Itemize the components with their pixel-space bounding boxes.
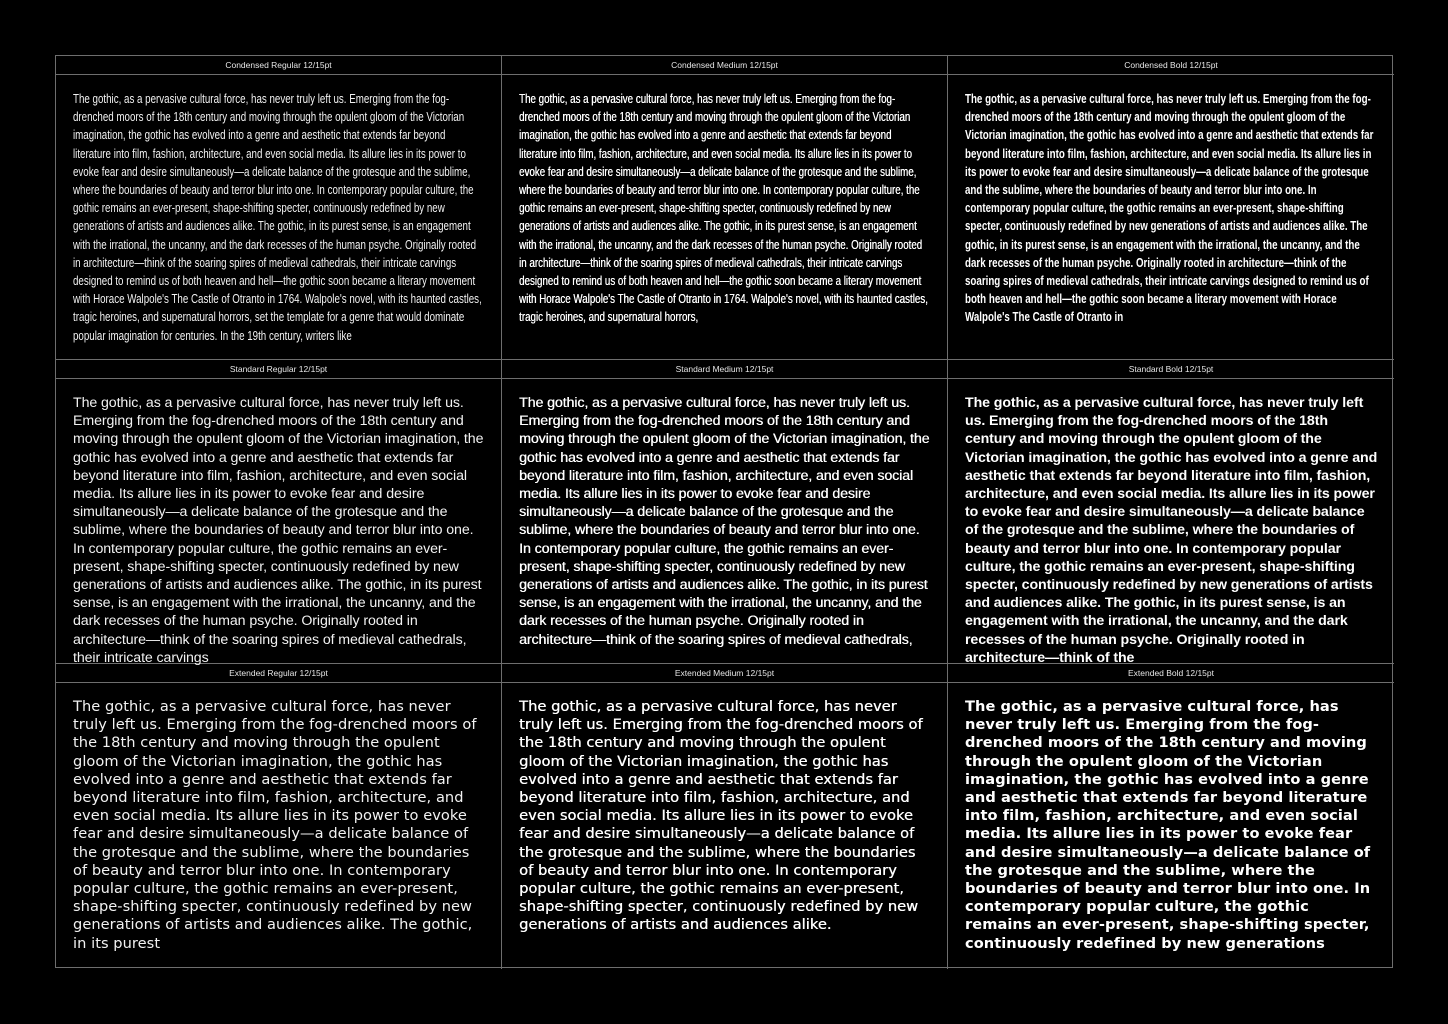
- specimen-text: [73, 90, 485, 342]
- cell-label: Extended Medium 12/15pt: [502, 664, 947, 683]
- cell-label: Condensed Bold 12/15pt: [948, 56, 1394, 75]
- specimen-paragraph: The gothic, as a pervasive cultural force, has never truly left us. Emerging from the fog-drenched moors of the 18th century and moving through the opulent gloom of the Victorian imagination, the gothic has evolved into a genre and aesthetic that extends far beyond literature into film, fashion, architecture, and even social media. Its allure lies in its power to evoke fear and desire simultaneously—a delicate balance of the grotesque and the sublime, where the boundaries of beauty and terror blur into one. In contemporary popular culture, the gothic remains an ever-present, shape-shifting specter, continuously redefined by new generations of artists and audiences alike. The gothic, in its purest sense, is an engagement with the irrational, the uncanny, and the dark recesses of the human psyche. Originally rooted in architecture—think of the soaring spires of medieval cathedrals, their intricate carvings designed to remind us of both heaven and hell—the gothic soon became a literary movement with Horace Walpole's The Castle of Otranto in 1764. Walpole's novel, with its haunted castles, tragic heroines, and supernatural horrors,: [519, 91, 928, 325]
- specimen-cell-condensed-regular: [56, 56, 502, 360]
- specimen-paragraph: The gothic, as a pervasive cultural force, has never truly left us. Emerging from the fog-drenched moors of the 18th century and moving through the opulent gloom of the Victorian imagination, the gothic has evolved into a genre and aesthetic that extends far beyond literature into film, fashion, architecture, and even social media. Its allure lies in its power to evoke fear and desire simultaneously—a delicate balance of the grotesque and the sublime, where the boundaries of beauty and terror blur into one. In contemporary popular culture, the gothic remains an ever-present, shape-shifting specter, continuously redefined by new generations of artists and audiences alike. The gothic, in its purest sense, is an engagement with the irrational, the uncanny, and the dark recesses of the human psyche. Originally rooted in architecture—think of the soaring spires of medieval cathedrals, their intricate carvings designed to remind us of both heaven and hell—the gothic soon became a literary movement with Horace Walpole's The Castle of Otranto in: [965, 91, 1374, 325]
- cell-label: Standard Bold 12/15pt: [948, 360, 1394, 379]
- specimen-cell-condensed-medium: [502, 56, 948, 360]
- cell-label: Extended Bold 12/15pt: [948, 664, 1394, 683]
- specimen-paragraph: The gothic, as a pervasive cultural force, has never truly left us. Emerging from the fog-drenched moors of the 18th century and moving through the opulent gloom of the Victorian imagination, the gothic has evolved into a genre and aesthetic that extends far beyond literature into film, fashion, architecture, and even social media. Its allure lies in its power to evoke fear and desire simultaneously—a delicate balance of the grotesque and the sublime, where the boundaries of beauty and terror blur into one. In contemporary popular culture, the gothic remains an ever-present, shape-shifting specter, continuously redefined by new generations of artists and audiences alike. The gothic, in its purest: [73, 698, 477, 952]
- specimen-cell-standard-bold: [948, 360, 1394, 664]
- specimen-paragraph: The gothic, as a pervasive cultural force, has never truly left us. Emerging from the fog-drenched moors of the 18th century and moving through the opulent gloom of the Victorian imagination, the gothic has evolved into a genre and aesthetic that extends far beyond literature into film, fashion, architecture, and even social media. Its allure lies in its power to evoke fear and desire simultaneously—a delicate balance of the grotesque and the sublime, where the boundaries of beauty and terror blur into one. In contemporary popular culture, the gothic remains an ever-present, shape-shifting specter, continuously redefined by new generations of artists and audiences alike. The gothic, in its purest sense, is an engagement with the irrational, the uncanny, and the dark recesses of the human psyche. Originally rooted in architecture—think of the soaring spires of medieval cathedrals, their intricate carvings: [73, 395, 484, 666]
- cell-label: Standard Regular 12/15pt: [56, 360, 501, 379]
- specimen-paragraph: The gothic, as a pervasive cultural force, has never truly left us. Emerging from the fog-drenched moors of the 18th century and moving through the opulent gloom of the Victorian imagination, the gothic has evolved into a genre and aesthetic that extends far beyond literature into film, fashion, architecture, and even social media. Its allure lies in its power to evoke fear and desire simultaneously—a delicate balance of the grotesque and the sublime, where the boundaries of beauty and terror blur into one. In contemporary popular culture, the gothic remains an ever-present, shape-shifting specter, continuously redefined by new generations of artists and audiences alike. The gothic, in its purest sense, is an engagement with the irrational, the uncanny, and the dark recesses of the human psyche. Originally rooted in architecture—think of the: [965, 395, 1378, 666]
- specimen-cell-standard-regular: [56, 360, 502, 664]
- specimen-paragraph: The gothic, as a pervasive cultural force, has never truly left us. Emerging from the fog-drenched moors of the 18th century and moving through the opulent gloom of the Victorian imagination, the gothic has evolved into a genre and aesthetic that extends far beyond literature into film, fashion, architecture, and even social media. Its allure lies in its power to evoke fear and desire simultaneously—a delicate balance of the grotesque and the sublime, where the boundaries of beauty and terror blur into one. In contemporary popular culture, the gothic remains an ever-present, shape-shifting specter, continuously redefined by new generations of artists and audiences alike.: [519, 698, 923, 934]
- type-specimen-grid: [55, 55, 1393, 968]
- specimen-cell-extended-medium: [502, 664, 948, 969]
- specimen-cell-extended-regular: [56, 664, 502, 969]
- cell-label: Condensed Regular 12/15pt: [56, 56, 501, 75]
- specimen-paragraph: The gothic, as a pervasive cultural force, has never truly left us. Emerging from the fog-drenched moors of the 18th century and moving through the opulent gloom of the Victorian imagination, the gothic has evolved into a genre and aesthetic that extends far beyond literature into film, fashion, architecture, and even social media. Its allure lies in its power to evoke fear and desire simultaneously—a delicate balance of the grotesque and the sublime, where the boundaries of beauty and terror blur into one. In contemporary popular culture, the gothic remains an ever-present, shape-shifting specter, continuously redefined by new generations: [965, 698, 1371, 952]
- specimen-cell-standard-medium: [502, 360, 948, 664]
- specimen-text: [965, 90, 1378, 342]
- cell-label: Extended Regular 12/15pt: [56, 664, 501, 683]
- specimen-paragraph: The gothic, as a pervasive cultural force, has never truly left us. Emerging from the fog-drenched moors of the 18th century and moving through the opulent gloom of the Victorian imagination, the gothic has evolved into a genre and aesthetic that extends far beyond literature into film, fashion, architecture, and even social media. Its allure lies in its power to evoke fear and desire simultaneously—a delicate balance of the grotesque and the sublime, where the boundaries of beauty and terror blur into one. In contemporary popular culture, the gothic remains an ever-present, shape-shifting specter, continuously redefined by new generations of artists and audiences alike. The gothic, in its purest sense, is an engagement with the irrational, the uncanny, and the dark recesses of the human psyche. Originally rooted in architecture—think of the soaring spires of medieval cathedrals,: [519, 395, 930, 648]
- cell-label: Standard Medium 12/15pt: [502, 360, 947, 379]
- specimen-cell-extended-bold: [948, 664, 1394, 969]
- cell-label: Condensed Medium 12/15pt: [502, 56, 947, 75]
- specimen-paragraph: The gothic, as a pervasive cultural force, has never truly left us. Emerging from the fog-drenched moors of the 18th century and moving through the opulent gloom of the Victorian imagination, the gothic has evolved into a genre and aesthetic that extends far beyond literature into film, fashion, architecture, and even social media. Its allure lies in its power to evoke fear and desire simultaneously—a delicate balance of the grotesque and the sublime, where the boundaries of beauty and terror blur into one. In contemporary popular culture, the gothic remains an ever-present, shape-shifting specter, continuously redefined by new generations of artists and audiences alike. The gothic, in its purest sense, is an engagement with the irrational, the uncanny, and the dark recesses of the human psyche. Originally rooted in architecture—think of the soaring spires of medieval cathedrals, their intricate carvings designed to remind us of both heaven and hell—the gothic soon became a literary movement with Horace Walpole's The Castle of Otranto in 1764. Walpole's novel, with its haunted castles, tragic heroines, and supernatural horrors, set the template for a genre that would dominate popular imagination for centuries. In the 19th century, writers like: [73, 91, 482, 343]
- specimen-text: [519, 90, 931, 342]
- specimen-cell-condensed-bold: [948, 56, 1394, 360]
